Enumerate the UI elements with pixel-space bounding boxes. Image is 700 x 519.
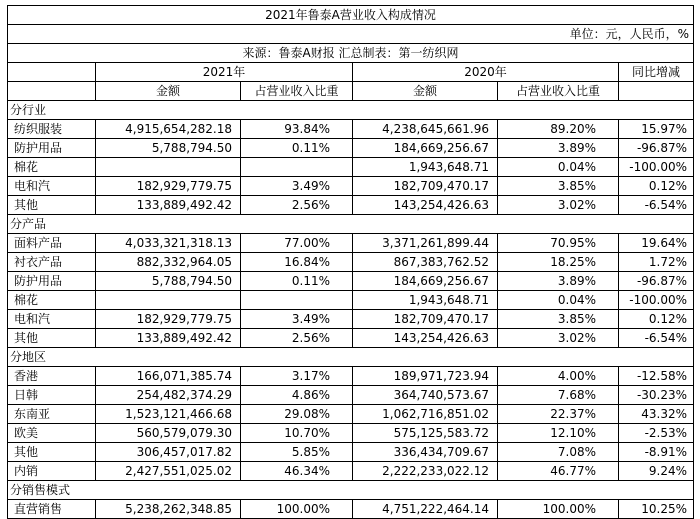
table-row [8,272,694,291]
table-row [8,139,694,158]
amount-2020-cell: 189,971,723.94 [353,367,498,386]
yoy-change-cell: 19.64% [619,234,694,253]
share-2020-cell: 12.10% [498,424,619,443]
amount-2021-cell: 5,788,794.50 [96,272,241,291]
row-name-cell: 棉花 [8,158,96,177]
section-label: 分行业 [8,101,694,120]
amount-2020-cell: 1,943,648.71 [353,158,498,177]
source-note: 来源：鲁泰A财报 汇总制表：第一纺织网 [8,44,694,63]
section-row [8,348,694,367]
share-2020-cell: 7.08% [498,443,619,462]
row-name-cell: 内销 [8,462,96,481]
header-year-2021: 2021年 [96,63,353,82]
row-name-cell: 衬衣产品 [8,253,96,272]
table-row [8,367,694,386]
share-2020-cell: 100.00% [498,500,619,519]
share-2020-cell: 3.02% [498,329,619,348]
table-title: 2021年鲁泰A营业收入构成情况 [8,6,694,25]
yoy-change-cell: -12.58% [619,367,694,386]
row-name-cell: 电和汽 [8,177,96,196]
yoy-change-cell: -6.54% [619,196,694,215]
amount-2021-cell: 166,071,385.74 [96,367,241,386]
row-name-cell: 东南亚 [8,405,96,424]
share-2021-cell: 46.34% [241,462,353,481]
table-row [8,253,694,272]
section-row [8,101,694,120]
share-2021-cell: 0.11% [241,272,353,291]
row-name-cell: 棉花 [8,291,96,310]
row-name-cell: 防护用品 [8,139,96,158]
share-2020-cell: 89.20% [498,120,619,139]
share-2021-cell [241,158,353,177]
row-name-cell: 其他 [8,329,96,348]
section-row [8,215,694,234]
row-name-cell: 日韩 [8,386,96,405]
table-row [8,234,694,253]
share-2021-cell: 16.84% [241,253,353,272]
table-row [8,329,694,348]
share-2020-cell: 22.37% [498,405,619,424]
table-row [8,196,694,215]
table-row [8,310,694,329]
amount-2021-cell [96,158,241,177]
amount-2021-cell: 133,889,492.42 [96,329,241,348]
share-2021-cell: 2.56% [241,196,353,215]
amount-2021-cell: 182,929,779.75 [96,310,241,329]
share-2020-cell: 3.89% [498,272,619,291]
yoy-change-cell: -2.53% [619,424,694,443]
amount-2020-cell: 184,669,256.67 [353,272,498,291]
header-corner [8,63,96,82]
section-label: 分销售模式 [8,481,694,500]
share-2020-cell: 3.85% [498,177,619,196]
amount-2021-cell: 4,915,654,282.18 [96,120,241,139]
amount-2020-cell: 364,740,573.67 [353,386,498,405]
yoy-change-cell: 1.72% [619,253,694,272]
yoy-change-cell: -8.91% [619,443,694,462]
header-yoy-blank [619,82,694,101]
row-name-cell: 纺织服装 [8,120,96,139]
amount-2020-cell: 1,943,648.71 [353,291,498,310]
share-2020-cell: 3.85% [498,310,619,329]
yoy-change-cell: 15.97% [619,120,694,139]
table-row [8,120,694,139]
header-share-2020: 占营业收入比重 [498,82,619,101]
row-name-cell: 其他 [8,196,96,215]
row-name-cell: 电和汽 [8,310,96,329]
share-2021-cell: 3.49% [241,177,353,196]
row-name-cell: 防护用品 [8,272,96,291]
amount-2020-cell: 182,709,470.17 [353,310,498,329]
amount-2021-cell: 5,238,262,348.85 [96,500,241,519]
amount-2020-cell: 4,238,645,661.96 [353,120,498,139]
share-2021-cell: 2.56% [241,329,353,348]
header-amount-2021: 金额 [96,82,241,101]
table-row [8,500,694,519]
yoy-change-cell: -6.54% [619,329,694,348]
share-2021-cell: 0.11% [241,139,353,158]
amount-2021-cell: 306,457,017.82 [96,443,241,462]
amount-2020-cell: 184,669,256.67 [353,139,498,158]
yoy-change-cell: 9.24% [619,462,694,481]
header-share-2021: 占营业收入比重 [241,82,353,101]
row-name-cell: 其他 [8,443,96,462]
amount-2021-cell: 182,929,779.75 [96,177,241,196]
yoy-change-cell: 43.32% [619,405,694,424]
table-row [8,291,694,310]
share-2020-cell: 3.02% [498,196,619,215]
amount-2021-cell: 882,332,964.05 [96,253,241,272]
table-row [8,462,694,481]
row-name-cell: 欧美 [8,424,96,443]
amount-2020-cell: 2,222,233,022.12 [353,462,498,481]
yoy-change-cell: -100.00% [619,291,694,310]
table-row [8,158,694,177]
share-2020-cell: 18.25% [498,253,619,272]
amount-2020-cell: 867,383,762.52 [353,253,498,272]
amount-2020-cell: 1,062,716,851.02 [353,405,498,424]
share-2021-cell: 93.84% [241,120,353,139]
share-2021-cell [241,291,353,310]
share-2020-cell: 46.77% [498,462,619,481]
revenue-composition-sheet [7,5,693,519]
table-row [8,443,694,462]
yoy-change-cell: -100.00% [619,158,694,177]
row-name-cell: 香港 [8,367,96,386]
amount-2020-cell: 143,254,426.63 [353,329,498,348]
section-label: 分产品 [8,215,694,234]
section-label: 分地区 [8,348,694,367]
amount-2020-cell: 182,709,470.17 [353,177,498,196]
row-name-cell: 面料产品 [8,234,96,253]
header-yoy: 同比增减 [619,63,694,82]
yoy-change-cell: 0.12% [619,310,694,329]
yoy-change-cell: 0.12% [619,177,694,196]
unit-note: 单位：元，人民币，% [8,25,694,44]
amount-2021-cell: 133,889,492.42 [96,196,241,215]
amount-2020-cell: 336,434,709.67 [353,443,498,462]
amount-2021-cell: 1,523,121,466.68 [96,405,241,424]
amount-2020-cell: 143,254,426.63 [353,196,498,215]
amount-2020-cell: 575,125,583.72 [353,424,498,443]
amount-2021-cell: 4,033,321,318.13 [96,234,241,253]
amount-2021-cell: 2,427,551,025.02 [96,462,241,481]
amount-2020-cell: 4,751,222,464.14 [353,500,498,519]
share-2021-cell: 3.49% [241,310,353,329]
table-row [8,405,694,424]
share-2021-cell: 77.00% [241,234,353,253]
table-row [8,386,694,405]
header-amount-2020: 金额 [353,82,498,101]
share-2020-cell: 0.04% [498,158,619,177]
share-2021-cell: 10.70% [241,424,353,443]
share-2020-cell: 0.04% [498,291,619,310]
amount-2021-cell [96,291,241,310]
share-2021-cell: 3.17% [241,367,353,386]
table-row [8,424,694,443]
yoy-change-cell: 10.25% [619,500,694,519]
share-2020-cell: 7.68% [498,386,619,405]
amount-2021-cell: 5,788,794.50 [96,139,241,158]
header-corner-2 [8,82,96,101]
share-2020-cell: 3.89% [498,139,619,158]
amount-2021-cell: 560,579,079.30 [96,424,241,443]
share-2021-cell: 100.00% [241,500,353,519]
yoy-change-cell: -96.87% [619,272,694,291]
share-2021-cell: 29.08% [241,405,353,424]
yoy-change-cell: -30.23% [619,386,694,405]
share-2021-cell: 5.85% [241,443,353,462]
row-name-cell: 直营销售 [8,500,96,519]
amount-2020-cell: 3,371,261,899.44 [353,234,498,253]
yoy-change-cell: -96.87% [619,139,694,158]
header-year-2020: 2020年 [353,63,619,82]
share-2021-cell: 4.86% [241,386,353,405]
share-2020-cell: 4.00% [498,367,619,386]
share-2020-cell: 70.95% [498,234,619,253]
revenue-table [7,5,694,519]
amount-2021-cell: 254,482,374.29 [96,386,241,405]
table-row [8,177,694,196]
